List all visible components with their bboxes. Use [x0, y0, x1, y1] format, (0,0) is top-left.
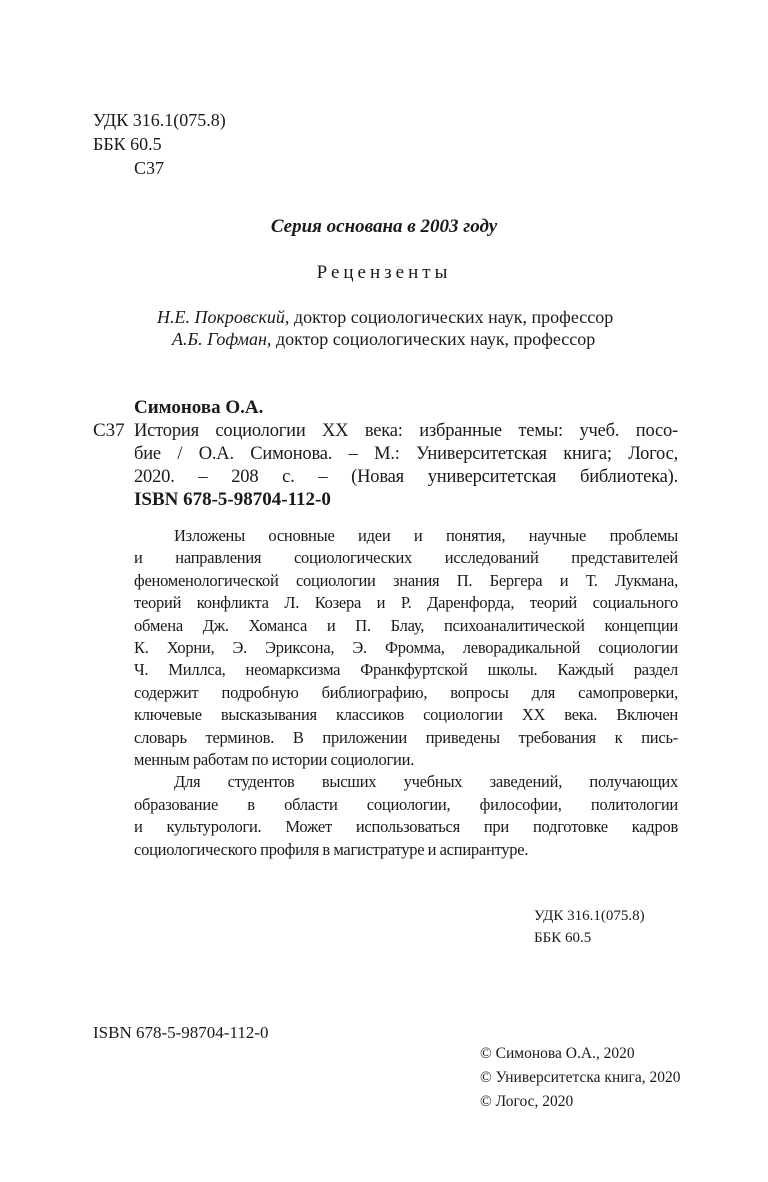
reviewer-1-name: Н.Е. Покровский, [157, 307, 290, 327]
catalog-description [134, 420, 678, 489]
reviewer-1 [157, 307, 613, 328]
catalog-isbn: ISBN 678-5-98704-112-0 [134, 489, 331, 510]
bottom-isbn: ISBN 678-5-98704-112-0 [93, 1023, 269, 1042]
annotation-line: Ч. Миллса, неомарксизма Франкфуртской школы. Каждый раздел [134, 660, 678, 680]
catalog-code: С37 [93, 420, 125, 441]
copyright-author: © Симонова О.А., 2020 [480, 1045, 635, 1062]
annotation-line: обмена Дж. Хоманса и П. Блау, психоаналитической концепции [134, 615, 678, 635]
annotation-line: теорий конфликта Л. Козера и Р. Даренфорда, теорий социального [134, 593, 678, 613]
annotation-line: Для студентов высших учебных заведений, получающих [174, 772, 678, 792]
annotation-line: и направления социологических исследований представителей [134, 548, 678, 568]
bottom-udk-code: УДК 316.1(075.8) [534, 908, 645, 924]
catalog-author: Симонова О.А. [134, 397, 264, 418]
annotation-line: Изложены основные идеи и понятия, научные проблемы [174, 526, 678, 545]
copyright-logos: © Логос, 2020 [480, 1093, 574, 1110]
author-sign: С37 [134, 158, 165, 178]
annotation-line: менным работам по истории социологии. [134, 750, 415, 770]
annotation-line: словарь терминов. В приложении приведены требования к пись- [134, 727, 678, 747]
annotation-paragraph-1 [134, 525, 678, 771]
annotation-line: социологического профиля в магистратуре и аспирантуре. [134, 839, 529, 859]
annotation-line: ключевые высказывания классиков социологии XX века. Включен [134, 705, 678, 725]
bottom-bbk-code: ББК 60.5 [534, 930, 592, 946]
catalog-description-line: бие / О.А. Симонова. – М.: Университетская книга; Логос, [134, 444, 678, 464]
bbk-code: ББК 60.5 [93, 134, 162, 154]
catalog-description-line: История социологии XX века: избранные темы: учеб. посо- [134, 421, 678, 441]
annotation-paragraph-2 [134, 771, 678, 861]
annotation [134, 525, 678, 861]
reviewer-2 [172, 329, 595, 350]
catalog-description-line: 2020. – 208 с. – (Новая университетская библиотека). [134, 467, 678, 487]
annotation-line: и культурологи. Может использоваться при подготовке кадров [134, 817, 678, 837]
annotation-line: К. Хорни, Э. Эриксона, Э. Фромма, леворадикальной социологии [134, 638, 678, 658]
annotation-line: феноменологической социологии знания П. Бергера и Т. Лукмана, [134, 570, 678, 590]
reviewer-2-title: доктор социологических наук, профессор [271, 329, 596, 349]
reviewer-2-name: А.Б. Гофман, [172, 329, 272, 349]
series-note: Серия основана в 2003 году [270, 216, 498, 237]
annotation-line: образование в области социологии, философии, политологии [134, 794, 678, 814]
reviewer-1-title: доктор социологических наук, профессор [289, 307, 614, 327]
annotation-line: содержит подробную библиографию, вопросы для самопроверки, [134, 682, 678, 702]
copyright-publisher: © Университетска книга, 2020 [480, 1069, 681, 1086]
udk-code: УДК 316.1(075.8) [93, 110, 226, 130]
reviewers-heading: Рецензенты [316, 262, 452, 283]
